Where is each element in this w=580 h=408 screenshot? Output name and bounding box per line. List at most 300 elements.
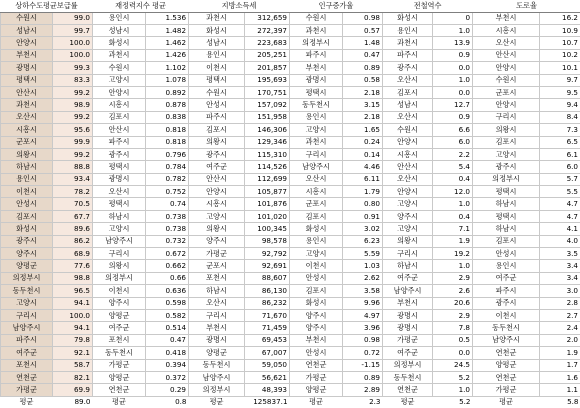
city-name-cell: 부천시 [290,334,343,346]
value-cell: 0.9 [433,111,473,123]
city-name-cell: 성남시 [93,24,146,36]
average-row [1,396,580,408]
value-cell: 157,092 [245,99,290,111]
city-name-cell: 광명시 [290,74,343,86]
average-label: 평균 [1,396,53,408]
value-cell: 78.2 [53,186,93,198]
value-cell: 0.796 [146,148,189,160]
city-name-cell: 김포시 [93,111,146,123]
city-name-cell: 여주군 [473,272,540,284]
city-name-cell: 가평군 [290,371,343,383]
value-cell: 0.74 [146,198,189,210]
city-name-cell: 용인시 [290,111,343,123]
value-cell: 0.672 [146,248,189,260]
city-name-cell: 의왕시 [473,124,540,136]
value-cell: 0.782 [146,173,189,185]
header-subway-stations: 전철역수 [383,0,473,12]
value-cell: 223,683 [245,37,290,49]
value-cell: 59,050 [245,359,290,371]
value-cell: 10.7 [540,37,580,49]
table-row [1,124,580,136]
city-name-cell: 광주시 [473,297,540,309]
city-name-cell: 김포시 [383,86,433,98]
value-cell: 95.6 [53,124,93,136]
value-cell: 1.462 [146,37,189,49]
value-cell: 10.2 [540,49,580,61]
average-label: 평균 [383,396,433,408]
city-name-cell: 안성시 [290,347,343,359]
city-name-cell: 광주시 [383,62,433,74]
value-cell: 3.58 [343,285,383,297]
value-cell: 69,453 [245,334,290,346]
city-name-cell: 안양시 [93,86,146,98]
value-cell: 0.89 [343,371,383,383]
value-cell: 1.9 [540,347,580,359]
city-name-cell: 남양주시 [93,235,146,247]
value-cell: 1.03 [343,260,383,272]
value-cell: 0.738 [146,210,189,222]
city-name-cell: 수원시 [189,86,245,98]
value-cell: 12.0 [433,186,473,198]
city-name-cell: 오산시 [290,173,343,185]
value-cell: 2.62 [343,272,383,284]
city-name-cell: 파주시 [1,334,53,346]
table-row [1,186,580,198]
city-name-cell: 안양시 [383,136,433,148]
city-name-cell: 화성시 [93,37,146,49]
table-row [1,248,580,260]
table-row [1,198,580,210]
city-name-cell: 구리시 [1,309,53,321]
city-name-cell: 안양시 [473,99,540,111]
city-name-cell: 하남시 [383,260,433,272]
value-cell: 89.6 [53,223,93,235]
value-cell: 0 [433,12,473,24]
value-cell: 99.3 [53,62,93,74]
value-cell: 5.59 [343,248,383,260]
value-cell: 6.23 [343,235,383,247]
value-cell: 1.0 [433,24,473,36]
value-cell: 205,251 [245,49,290,61]
city-name-cell: 안산시 [189,173,245,185]
city-name-cell: 구리시 [383,248,433,260]
average-label: 평균 [290,396,343,408]
city-name-cell: 광주시 [189,148,245,160]
city-name-cell: 성남시 [189,37,245,49]
value-cell: 2.18 [343,86,383,98]
city-name-cell: 평택시 [93,161,146,173]
value-cell: 0.892 [146,86,189,98]
table-row [1,371,580,383]
city-name-cell: 오산시 [93,186,146,198]
average-label: 평균 [93,396,146,408]
city-name-cell: 고양시 [383,198,433,210]
city-name-cell: 고양시 [473,148,540,160]
city-name-cell: 파주시 [383,49,433,61]
city-name-cell: 부천시 [1,49,53,61]
city-name-cell: 수원시 [1,12,53,24]
value-cell: 5.2 [433,371,473,383]
city-name-cell: 부천시 [290,62,343,74]
value-cell: 0.838 [146,111,189,123]
city-name-cell: 수원시 [290,12,343,24]
city-name-cell: 과천시 [1,99,53,111]
city-name-cell: 파주시 [93,136,146,148]
city-name-cell: 오산시 [473,37,540,49]
city-name-cell: 고양시 [93,74,146,86]
city-name-cell: 의정부시 [1,272,53,284]
city-name-cell: 과천시 [290,24,343,36]
value-cell: 12.7 [433,99,473,111]
value-cell: 6.6 [433,124,473,136]
table-row [1,272,580,284]
value-cell: 0.58 [343,74,383,86]
value-cell: 0.878 [146,99,189,111]
city-name-cell: 안산시 [473,49,540,61]
value-cell: 1.0 [433,260,473,272]
table-row [1,309,580,321]
city-name-cell: 여주군 [93,322,146,334]
city-name-cell: 파주시 [189,111,245,123]
value-cell: 0.91 [343,210,383,222]
city-name-cell: 수원시 [383,124,433,136]
city-name-cell: 광주시 [1,235,53,247]
city-name-cell: 구리시 [93,248,146,260]
city-name-cell: 연천군 [93,384,146,396]
table-row [1,235,580,247]
value-cell: 0.598 [146,297,189,309]
city-name-cell: 용인시 [473,260,540,272]
average-value: 0.8 [146,396,189,408]
value-cell: 1.0 [433,74,473,86]
city-name-cell: 군포시 [290,198,343,210]
value-cell: 101,020 [245,210,290,222]
value-cell: 0.57 [343,24,383,36]
city-name-cell: 이천시 [189,62,245,74]
value-cell: 0.582 [146,309,189,321]
header-fiscal-index: 재정력지수 평균 [93,0,189,12]
table-row [1,136,580,148]
city-name-cell: 고양시 [93,223,146,235]
value-cell: 0.752 [146,186,189,198]
value-cell: 3.0 [540,285,580,297]
value-cell: -1.15 [343,359,383,371]
city-name-cell: 연천군 [473,371,540,383]
table-row [1,62,580,74]
table-row [1,359,580,371]
value-cell: 4.46 [343,161,383,173]
city-name-cell: 구리시 [290,148,343,160]
value-cell: 79.8 [53,334,93,346]
city-name-cell: 가평군 [189,248,245,260]
value-cell: 98,578 [245,235,290,247]
value-cell: 3.4 [540,272,580,284]
value-cell: 2.4 [540,322,580,334]
value-cell: 1.9 [433,235,473,247]
city-name-cell: 양평군 [473,359,540,371]
value-cell: 100.0 [53,49,93,61]
city-name-cell: 용인시 [383,24,433,36]
value-cell: 0.72 [343,347,383,359]
value-cell: 0.29 [146,384,189,396]
value-cell: 114,526 [245,161,290,173]
table-row [1,285,580,297]
value-cell: 0.394 [146,359,189,371]
header-row [1,0,580,12]
value-cell: 0.662 [146,260,189,272]
city-name-cell: 안양시 [473,62,540,74]
value-cell: 1.536 [146,12,189,24]
city-name-cell: 고양시 [1,297,53,309]
table-row [1,223,580,235]
value-cell: 0.514 [146,322,189,334]
value-cell: 70.5 [53,198,93,210]
value-cell: 99.2 [53,86,93,98]
city-name-cell: 동두천시 [473,322,540,334]
table-row [1,173,580,185]
city-name-cell: 평택시 [189,74,245,86]
city-name-cell: 오산시 [383,111,433,123]
value-cell: 0.14 [343,148,383,160]
value-cell: 0.732 [146,235,189,247]
table-row [1,334,580,346]
value-cell: 20.6 [433,297,473,309]
value-cell: 9.96 [343,297,383,309]
city-name-cell: 포천시 [1,359,53,371]
city-name-cell: 광주시 [93,148,146,160]
value-cell: 9.4 [540,99,580,111]
city-name-cell: 의왕시 [189,223,245,235]
value-cell: 151,958 [245,111,290,123]
city-name-cell: 남양주시 [290,161,343,173]
city-name-cell: 광명시 [93,173,146,185]
value-cell: 86.2 [53,235,93,247]
city-name-cell: 가평군 [1,384,53,396]
value-cell: 19.2 [433,248,473,260]
value-cell: 1.0 [433,198,473,210]
value-cell: 1.48 [343,37,383,49]
value-cell: 10.1 [540,62,580,74]
value-cell: 92,691 [245,260,290,272]
value-cell: 9.5 [540,86,580,98]
city-name-cell: 하남시 [189,285,245,297]
city-name-cell: 구리시 [473,111,540,123]
city-name-cell: 오산시 [383,173,433,185]
city-name-cell: 군포시 [189,260,245,272]
table-row [1,12,580,24]
table-row [1,260,580,272]
city-name-cell: 부천시 [383,297,433,309]
city-name-cell: 하남시 [1,161,53,173]
average-value: 2.3 [343,396,383,408]
city-name-cell: 화성시 [189,24,245,36]
value-cell: 195,693 [245,74,290,86]
value-cell: 1.0 [433,384,473,396]
value-cell: 0.636 [146,285,189,297]
city-name-cell: 화성시 [383,12,433,24]
city-name-cell: 화성시 [290,223,343,235]
city-name-cell: 광명시 [383,309,433,321]
value-cell: 3.15 [343,99,383,111]
city-name-cell: 연천군 [383,384,433,396]
city-name-cell: 오산시 [383,74,433,86]
city-name-cell: 여주군 [383,347,433,359]
city-name-cell: 용인시 [93,12,146,24]
city-name-cell: 양주시 [290,309,343,321]
city-name-cell: 여주군 [383,272,433,284]
table-row [1,161,580,173]
city-name-cell: 고양시 [290,124,343,136]
value-cell: 7.3 [540,124,580,136]
value-cell: 0.0 [433,347,473,359]
value-cell: 5.7 [540,173,580,185]
value-cell: 4.1 [540,223,580,235]
city-name-cell: 의정부시 [290,37,343,49]
value-cell: 100,345 [245,223,290,235]
city-name-cell: 이천시 [1,186,53,198]
city-name-cell: 양주시 [93,297,146,309]
city-name-cell: 의정부시 [473,173,540,185]
average-value: 89.0 [53,396,93,408]
table-row [1,74,580,86]
value-cell: 0.9 [433,49,473,61]
value-cell: 3.96 [343,322,383,334]
city-name-cell: 과천시 [290,136,343,148]
city-name-cell: 수원시 [93,62,146,74]
value-cell: 1.79 [343,186,383,198]
city-name-cell: 양평군 [290,384,343,396]
city-name-cell: 군포시 [473,86,540,98]
value-cell: 2.6 [433,285,473,297]
table-row [1,210,580,222]
value-cell: 0.784 [146,161,189,173]
city-name-cell: 군포시 [1,136,53,148]
value-cell: 146,306 [245,124,290,136]
value-cell: 0.0 [433,62,473,74]
city-name-cell: 성남시 [383,99,433,111]
city-name-cell: 시흥시 [1,124,53,136]
city-name-cell: 의왕시 [93,260,146,272]
city-name-cell: 여주군 [189,161,245,173]
value-cell: 99.9 [53,136,93,148]
city-name-cell: 양평군 [189,347,245,359]
value-cell: 101,876 [245,198,290,210]
city-name-cell: 동두천시 [1,285,53,297]
city-name-cell: 연천군 [1,371,53,383]
value-cell: 2.89 [343,384,383,396]
value-cell: 94.1 [53,322,93,334]
value-cell: 8.4 [540,111,580,123]
city-name-cell: 김포시 [290,285,343,297]
city-name-cell: 시흥시 [93,99,146,111]
city-name-cell: 파주시 [473,285,540,297]
city-name-cell: 화성시 [290,297,343,309]
city-name-cell: 양주시 [290,322,343,334]
value-cell: 3.4 [540,260,580,272]
value-cell: 16.2 [540,12,580,24]
value-cell: 94.1 [53,297,93,309]
city-name-cell: 부천시 [189,322,245,334]
value-cell: 88,607 [245,272,290,284]
city-name-cell: 양주시 [383,210,433,222]
city-name-cell: 평택시 [93,198,146,210]
city-name-cell: 안양시 [189,186,245,198]
value-cell: 4.0 [540,235,580,247]
header-road-ratio: 도로율 [473,0,580,12]
value-cell: 2.0 [540,334,580,346]
city-name-cell: 고양시 [189,210,245,222]
city-name-cell: 여주군 [1,347,53,359]
value-cell: 92,792 [245,248,290,260]
city-name-cell: 양주시 [189,235,245,247]
value-cell: 0.80 [343,198,383,210]
value-cell: 98.9 [53,99,93,111]
city-name-cell: 성남시 [1,24,53,36]
value-cell: 3.02 [343,223,383,235]
value-cell: 0.98 [343,12,383,24]
value-cell: 68.9 [53,248,93,260]
city-name-cell: 김포시 [290,210,343,222]
city-name-cell: 안양시 [1,37,53,49]
city-name-cell: 광명시 [189,334,245,346]
city-name-cell: 의정부시 [383,359,433,371]
value-cell: 56,621 [245,371,290,383]
city-name-cell: 시흥시 [383,148,433,160]
value-cell: 0.4 [433,210,473,222]
table-row [1,37,580,49]
value-cell: 88.8 [53,161,93,173]
value-cell: 99.0 [53,12,93,24]
city-name-cell: 하남시 [93,210,146,222]
city-name-cell: 시흥시 [189,198,245,210]
city-name-cell: 시흥시 [473,24,540,36]
table-row [1,297,580,309]
city-name-cell: 오산시 [189,297,245,309]
city-name-cell: 안성시 [473,248,540,260]
city-name-cell: 양평군 [1,260,53,272]
city-name-cell: 김포시 [189,124,245,136]
value-cell: 69.9 [53,384,93,396]
city-name-cell: 과천시 [383,37,433,49]
city-name-cell: 포천시 [189,272,245,284]
value-cell: 6.0 [540,161,580,173]
value-cell: 77.6 [53,260,93,272]
city-name-cell: 평택시 [473,186,540,198]
city-name-cell: 양평군 [93,309,146,321]
city-name-cell: 이천시 [93,285,146,297]
value-cell: 312,659 [245,12,290,24]
value-cell: 105,877 [245,186,290,198]
value-cell: 99.7 [53,24,93,36]
value-cell: 4.7 [540,210,580,222]
value-cell: 201,857 [245,62,290,74]
value-cell: 13.9 [433,37,473,49]
value-cell: 4.97 [343,309,383,321]
value-cell: 96.5 [53,285,93,297]
value-cell: 1.65 [343,124,383,136]
city-name-cell: 양주시 [1,248,53,260]
value-cell: 7.1 [433,223,473,235]
value-cell: 2.7 [540,309,580,321]
city-name-cell: 가평군 [473,384,540,396]
value-cell: 6.0 [433,136,473,148]
city-name-cell: 평택시 [473,210,540,222]
table-row [1,49,580,61]
value-cell: 2.9 [433,309,473,321]
value-cell: 4.7 [540,198,580,210]
city-name-cell: 안산시 [1,86,53,98]
value-cell: 99.2 [53,148,93,160]
